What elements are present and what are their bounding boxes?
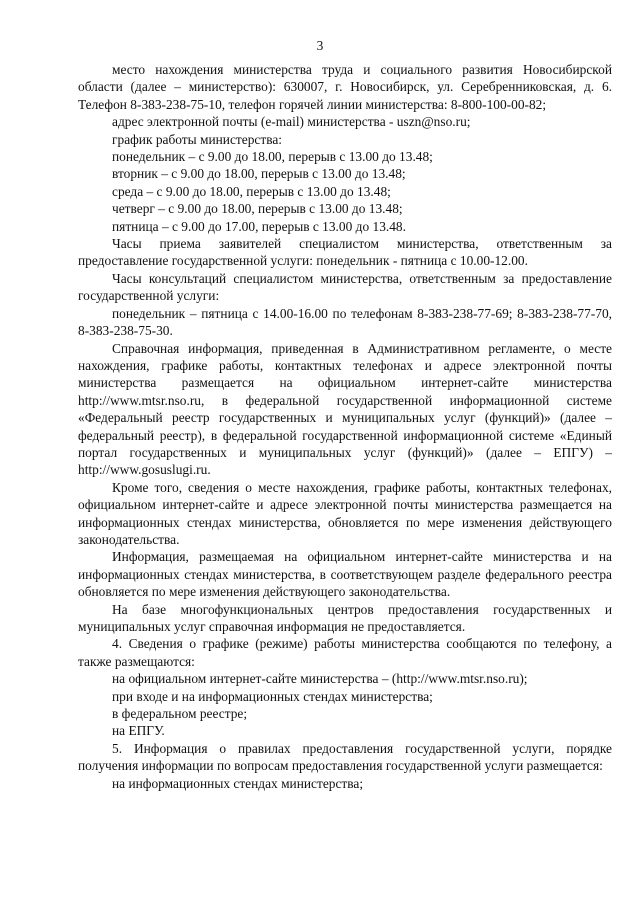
document-body: [78, 61, 612, 792]
paragraph-reception-hours: Часы приема заявителей специалистом министерства, ответственным за предоставление государственной услуги: понедельник - пятница с 10.00-12.00.: [78, 236, 612, 269]
paragraph-location: место нахождения министерства труда и социального развития Новосибирской области (далее – министерство): 630007, г. Новосибирск, ул. Серебренниковская, д. 6. Телефон 8-383-238-75-10, телефон горячей линии министерства: 8-800-100-00-82;: [78, 62, 612, 112]
paragraph-section-4: 4. Сведения о графике (режиме) работы министерства сообщаются по телефону, а также размещаются:: [78, 636, 612, 669]
paragraph-consultation-hours: Часы консультаций специалистом министерства, ответственным за предоставление государственной услуги:: [78, 270, 612, 304]
paragraph-site-info: Информация, размещаемая на официальном интернет-сайте министерства и на информационных стендах министерства, в соответствующем разделе федерального реестра обновляется по мере изменения действующего законодательства.: [78, 549, 612, 600]
paragraph-section-5: 5. Информация о правилах предоставления государственной услуги, порядке получения информации по вопросам предоставления государственной услуги размещается:: [78, 740, 612, 774]
paragraph-monday: понедельник – с 9.00 до 18.00, перерыв с 13.00 до 13.48;: [112, 149, 433, 165]
paragraph-entrance-stands: при входе и на информационных стендах министерства;: [112, 688, 433, 704]
paragraph-mfc-info: На базе многофункциональных центров предоставления государственных и муниципальных услуг справочная информация не предоставляется.: [78, 601, 612, 634]
paragraph-tuesday: вторник – с 9.00 до 18.00, перерыв с 13.00 до 13.48;: [112, 166, 406, 182]
paragraph-info-stands: на информационных стендах министерства;: [112, 775, 364, 791]
page-number: 3: [316, 38, 324, 53]
paragraph-friday: пятница – с 9.00 до 17.00, перерыв с 13.00 до 13.48.: [112, 218, 406, 234]
paragraph-schedule-heading: график работы министерства:: [112, 131, 283, 147]
paragraph-thursday: четверг – с 9.00 до 18.00, перерыв с 13.00 до 13.48;: [112, 201, 403, 217]
paragraph-epgu: на ЕПГУ.: [112, 723, 165, 739]
paragraph-wednesday: среда – с 9.00 до 18.00, перерыв с 13.00 до 13.48;: [112, 183, 391, 199]
paragraph-reference-info: Справочная информация, приведенная в Административном регламенте, о месте нахождения, графике работы, контактных телефонах и адресе электронной почты министерства размещается на официальном интернет-сайте министерства http://www.mtsr.nso.ru, в федеральной государственной информационной системе «Федеральный реестр государственных и муниципальных услуг (функций)» (далее – федеральный реестр), в федеральной государственной информационной системе «Единый портал государственных и муниципальных услуг (функций)» (далее – ЕПГУ) – http://www.gosuslugi.ru.: [78, 340, 612, 478]
paragraph-email: адрес электронной почты (e-mail) министерства - uszn@nso.ru;: [112, 114, 471, 130]
paragraph-federal-register: в федеральном реестре;: [112, 706, 248, 722]
paragraph-consultation-phones: понедельник – пятница с 14.00-16.00 по телефонам 8-383-238-77-69; 8-383-238-77-70, 8-383-238-75-30.: [78, 305, 612, 339]
paragraph-official-site: на официальном интернет-сайте министерства – (http://www.mtsr.nso.ru);: [112, 671, 528, 687]
paragraph-stands-info: Кроме того, сведения о месте нахождения, графике работы, контактных телефонах, официальном интернет-сайте и адресе электронной почты министерства размещается на информационных стендах министерства, обновляется по мере изменения действующего законодательства.: [78, 479, 612, 547]
